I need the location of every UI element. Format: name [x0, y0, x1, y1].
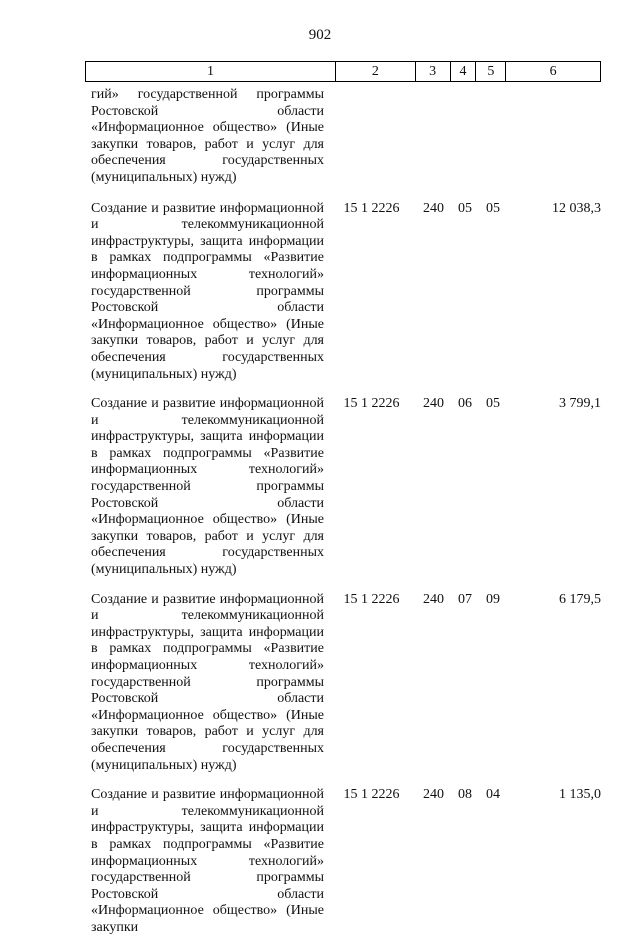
row-description: Создание и развитие информационной и телекоммуникационной инфраструктуры, защита информации в рамках подпрограммы «Развитие информационных технологий» государственной программы Ростовской области «Информационное общество» (Иные закупки товаров, работ и услуг для обеспечения государственных (муниципальных) нужд) [91, 396, 324, 578]
table-row [85, 396, 601, 579]
row-rz: 08 [458, 787, 472, 803]
row-description: Создание и развитие информационной и телекоммуникационной инфраструктуры, защита информации в рамках подпрограммы «Развитие информационных технологий» государственной программы Ростовской области «Информационное общество» (Иные закупки товаров, работ и услуг для обеспечения государственных (муниципальных) нужд) [91, 200, 324, 382]
header-col-4: 4 [451, 62, 477, 81]
header-col-6: 6 [549, 63, 557, 79]
row-sum: 6 179,5 [559, 591, 601, 607]
row-vr: 240 [423, 787, 444, 803]
row-code: 15 1 2226 [343, 200, 400, 216]
header-col-2: 2 [336, 62, 416, 81]
table-row [85, 592, 601, 775]
row-pr: 04 [486, 787, 500, 803]
table-body [85, 87, 601, 937]
page-number: 902 [308, 27, 332, 43]
header-col-5: 5 [476, 62, 506, 81]
row-code: 15 1 2226 [343, 787, 400, 803]
row-vr: 240 [423, 200, 444, 216]
row-code: 15 1 2226 [343, 591, 400, 607]
header-col-1: 1 [86, 62, 336, 81]
table-header [85, 61, 601, 82]
row-rz: 06 [458, 396, 472, 412]
row-vr: 240 [423, 396, 444, 412]
table-row-continued [85, 87, 601, 187]
row-vr: 240 [423, 591, 444, 607]
row-sum: 12 038,3 [552, 200, 601, 216]
table-row [85, 787, 601, 936]
row-pr: 05 [486, 200, 500, 216]
row-rz: 07 [458, 591, 472, 607]
row-description: Создание и развитие информационной и телекоммуникационной инфраструктуры, защита информации в рамках подпрограммы «Развитие информационных технологий» государственной программы Ростовской области «Информационное общество» (Иные закупки [91, 787, 324, 935]
row-description: гий» государственной программы Ростовской области «Информационное общество» (Иные закупки товаров, работ и услуг для обеспечения государственных (муниципальных) нужд) [91, 87, 324, 185]
row-pr: 09 [486, 591, 500, 607]
row-sum: 3 799,1 [559, 396, 601, 412]
row-sum: 1 135,0 [559, 787, 601, 803]
table-row [85, 201, 601, 384]
header-col-3: 3 [416, 62, 451, 81]
row-code: 15 1 2226 [343, 396, 400, 412]
row-rz: 05 [458, 200, 472, 216]
row-description: Создание и развитие информационной и телекоммуникационной инфраструктуры, защита информации в рамках подпрограммы «Развитие информационных технологий» государственной программы Ростовской области «Информационное общество» (Иные закупки товаров, работ и услуг для обеспечения государственных (муниципальных) нужд) [91, 591, 324, 773]
row-pr: 05 [486, 396, 500, 412]
